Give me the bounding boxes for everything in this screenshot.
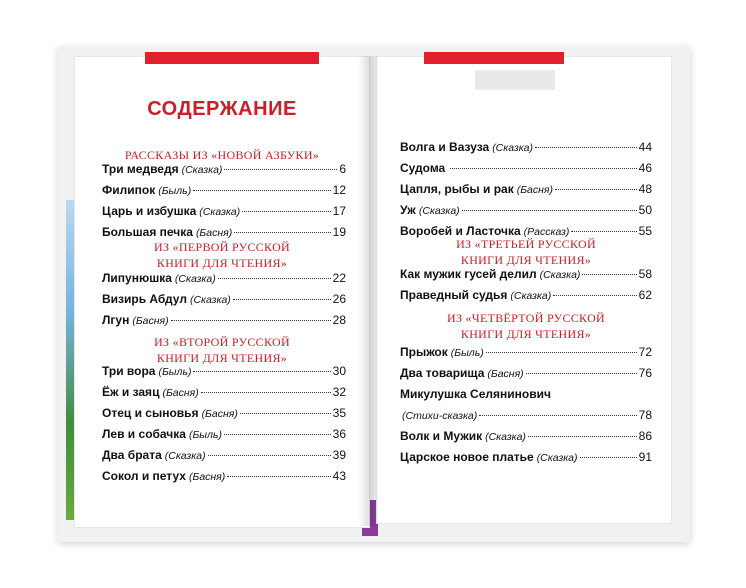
toc-entry[interactable] xyxy=(102,382,346,403)
toc-entry[interactable] xyxy=(102,445,346,466)
toc-entry-genre: (Басня) xyxy=(162,387,199,399)
toc-entry-page: 26 xyxy=(332,292,346,306)
dot-leader xyxy=(240,413,331,414)
toc-entry[interactable] xyxy=(102,466,346,487)
toc-entry[interactable] xyxy=(400,447,652,468)
section-heading-line: ИЗ «ТРЕТЬЕЙ РУССКОЙ xyxy=(456,237,596,251)
toc-entry-title: Судома xyxy=(400,161,446,175)
toc-entry-page: 36 xyxy=(332,427,346,441)
toc-entry-genre: (Басня) xyxy=(201,408,238,420)
toc-entry[interactable] xyxy=(102,424,346,445)
toc-entry[interactable] xyxy=(400,137,652,158)
toc-entry-genre: (Сказка) xyxy=(492,142,534,154)
section-heading-2 xyxy=(80,239,364,271)
toc-entry-genre: (Сказка) xyxy=(181,164,223,176)
dot-leader xyxy=(224,169,337,170)
toc-entry-title: Большая печка xyxy=(102,225,193,239)
dot-leader xyxy=(486,352,637,353)
spine-shadow xyxy=(358,56,380,526)
toc-entry-genre: (Сказка) xyxy=(199,206,241,218)
toc-entry-genre: (Сказка) xyxy=(485,431,526,443)
toc-entry-title: Царское новое платье xyxy=(400,450,534,464)
toc-entry-title: Волга и Вазуза xyxy=(400,140,490,154)
toc-entry-page: 43 xyxy=(332,469,346,483)
toc-entry[interactable] xyxy=(400,200,652,221)
toc-entry-genre: (Басня) xyxy=(188,471,226,483)
toc-list-2 xyxy=(102,268,346,331)
toc-entry-page: 50 xyxy=(638,203,652,217)
toc-entry-title: Ёж и заяц xyxy=(102,385,160,399)
toc-entry-page: 12 xyxy=(332,183,346,197)
section-heading-5 xyxy=(384,310,668,342)
dot-leader xyxy=(571,231,636,232)
toc-entry-page: 44 xyxy=(638,140,652,154)
toc-entry-title: Воробей и Ласточка xyxy=(400,224,521,238)
show-through-image xyxy=(475,70,555,90)
toc-entry-genre: (Басня) xyxy=(487,368,524,380)
toc-entry-page: 19 xyxy=(332,225,346,239)
section-heading-line: КНИГИ ДЛЯ ЧТЕНИЯ» xyxy=(156,351,288,365)
toc-entry-title: Три вора xyxy=(102,364,156,378)
toc-entry-page: 28 xyxy=(332,313,346,327)
toc-entry-genre: (Стихи-сказка) xyxy=(402,410,478,422)
ribbon-bookmark-left xyxy=(145,52,319,64)
toc-entry-genre: (Сказка) xyxy=(418,205,460,217)
toc-entry[interactable] xyxy=(102,361,346,382)
toc-list-right-top xyxy=(400,137,652,242)
toc-entry[interactable] xyxy=(102,310,346,331)
toc-entry-title: Сокол и петух xyxy=(102,469,186,483)
toc-entry-title: Царь и избушка xyxy=(102,204,197,218)
toc-entry-title: Два брата xyxy=(102,448,162,462)
toc-entry-genre: (Сказка) xyxy=(510,290,552,302)
toc-list-5 xyxy=(400,342,652,468)
section-heading-line: КНИГИ ДЛЯ ЧТЕНИЯ» xyxy=(460,253,592,267)
toc-entry-genre: (Сказка) xyxy=(536,452,578,464)
dot-leader xyxy=(535,147,637,148)
page-title: СОДЕРЖАНИЕ xyxy=(147,98,297,120)
toc-entry-page: 62 xyxy=(638,288,652,302)
dot-leader xyxy=(233,299,331,300)
toc-entry-title: Лгун xyxy=(102,313,130,327)
toc-entry-title: Отец и сыновья xyxy=(102,406,199,420)
toc-entry-page: 46 xyxy=(638,161,652,175)
toc-entry-page: 86 xyxy=(638,429,652,443)
dot-leader xyxy=(224,434,331,435)
toc-entry-genre: (Быль) xyxy=(450,347,484,359)
toc-entry-page: 76 xyxy=(638,366,652,380)
section-heading-line: ИЗ «ЧЕТВЁРТОЙ РУССКОЙ xyxy=(446,311,605,325)
toc-entry[interactable] xyxy=(400,179,652,200)
dot-leader xyxy=(462,210,637,211)
dot-leader xyxy=(218,278,331,279)
toc-entry-page: 30 xyxy=(332,364,346,378)
dot-leader xyxy=(555,189,637,190)
toc-entry-genre: (Сказка) xyxy=(174,273,216,285)
toc-entry-title: Лев и собачка xyxy=(102,427,186,441)
toc-entry-genre: (Быль) xyxy=(158,366,192,378)
toc-entry-title: Два товарища xyxy=(400,366,485,380)
toc-entry[interactable] xyxy=(400,405,652,426)
toc-entry-genre: (Рассказ) xyxy=(523,226,570,238)
toc-entry-genre: (Басня) xyxy=(516,184,554,196)
toc-entry-page: 58 xyxy=(638,267,652,281)
dot-leader xyxy=(553,295,636,296)
toc-list-1 xyxy=(102,159,346,243)
section-heading-line: ИЗ «ПЕРВОЙ РУССКОЙ xyxy=(154,240,290,254)
toc-entry[interactable] xyxy=(400,264,652,285)
toc-entry-page: 17 xyxy=(332,204,346,218)
toc-entry[interactable] xyxy=(400,342,652,363)
dot-leader xyxy=(171,320,331,321)
toc-entry-page: 6 xyxy=(339,162,346,176)
dot-leader xyxy=(242,211,331,212)
toc-entry-title: Прыжок xyxy=(400,345,448,359)
toc-entry-genre: (Быль) xyxy=(158,185,192,197)
toc-entry-page: 48 xyxy=(638,182,652,196)
toc-entry-title: Микулушка Селянинович xyxy=(400,387,551,401)
toc-entry-genre: (Сказка) xyxy=(164,450,206,462)
toc-entry-title: Липунюшка xyxy=(102,271,172,285)
toc-entry-title: Цапля, рыбы и рак xyxy=(400,182,514,196)
dot-leader xyxy=(479,415,636,416)
cover-edge xyxy=(66,200,74,520)
toc-entry[interactable] xyxy=(400,158,652,179)
toc-entry-title: Как мужик гусей делил xyxy=(400,267,537,281)
toc-entry-genre: (Басня) xyxy=(132,315,169,327)
dot-leader xyxy=(201,392,331,393)
toc-entry-page: 91 xyxy=(638,450,652,464)
toc-entry-title: Волк и Мужик xyxy=(400,429,483,443)
dot-leader xyxy=(227,476,330,477)
ribbon-bookmark-right xyxy=(424,52,564,64)
toc-entry-title: Праведный судья xyxy=(400,288,508,302)
toc-entry-page: 55 xyxy=(638,224,652,238)
dot-leader xyxy=(193,190,330,191)
dot-leader xyxy=(580,457,637,458)
toc-list-3 xyxy=(102,361,346,487)
toc-entry-page: 22 xyxy=(332,271,346,285)
toc-entry-title: Визирь Абдул xyxy=(102,292,187,306)
toc-entry[interactable] xyxy=(102,403,346,424)
toc-entry-genre: (Быль) xyxy=(188,429,222,441)
toc-entry-page: 78 xyxy=(638,408,652,422)
toc-entry-page: 72 xyxy=(638,345,652,359)
dot-leader xyxy=(528,436,637,437)
toc-entry[interactable] xyxy=(102,289,346,310)
toc-entry-genre: (Сказка) xyxy=(539,269,581,281)
toc-entry[interactable] xyxy=(400,285,652,306)
section-heading-line: ИЗ «ВТОРОЙ РУССКОЙ xyxy=(154,335,290,349)
toc-entry[interactable] xyxy=(400,426,652,447)
dot-leader xyxy=(582,274,636,275)
toc-entry[interactable] xyxy=(102,180,346,201)
toc-entry[interactable] xyxy=(400,384,652,405)
section-heading-line: КНИГИ ДЛЯ ЧТЕНИЯ» xyxy=(156,256,288,270)
toc-entry[interactable] xyxy=(400,363,652,384)
toc-entry-title: Три медведя xyxy=(102,162,179,176)
toc-entry[interactable] xyxy=(102,268,346,289)
toc-entry[interactable] xyxy=(102,159,346,180)
toc-entry[interactable] xyxy=(102,201,346,222)
toc-entry-page: 32 xyxy=(332,385,346,399)
dot-leader xyxy=(450,168,636,169)
section-heading-line: КНИГИ ДЛЯ ЧТЕНИЯ» xyxy=(460,327,592,341)
toc-entry-page: 35 xyxy=(332,406,346,420)
toc-list-4 xyxy=(400,264,652,306)
dot-leader xyxy=(526,373,637,374)
toc-entry-genre: (Сказка) xyxy=(189,294,231,306)
toc-entry-page: 39 xyxy=(332,448,346,462)
toc-entry-genre: (Басня) xyxy=(195,227,233,239)
dot-leader xyxy=(208,455,331,456)
toc-entry-title: Филипок xyxy=(102,183,156,197)
toc-entry-title: Уж xyxy=(400,203,416,217)
dot-leader xyxy=(234,232,330,233)
section-heading-line: РАССКАЗЫ ИЗ «НОВОЙ АЗБУКИ» xyxy=(124,148,320,162)
dot-leader xyxy=(193,371,330,372)
